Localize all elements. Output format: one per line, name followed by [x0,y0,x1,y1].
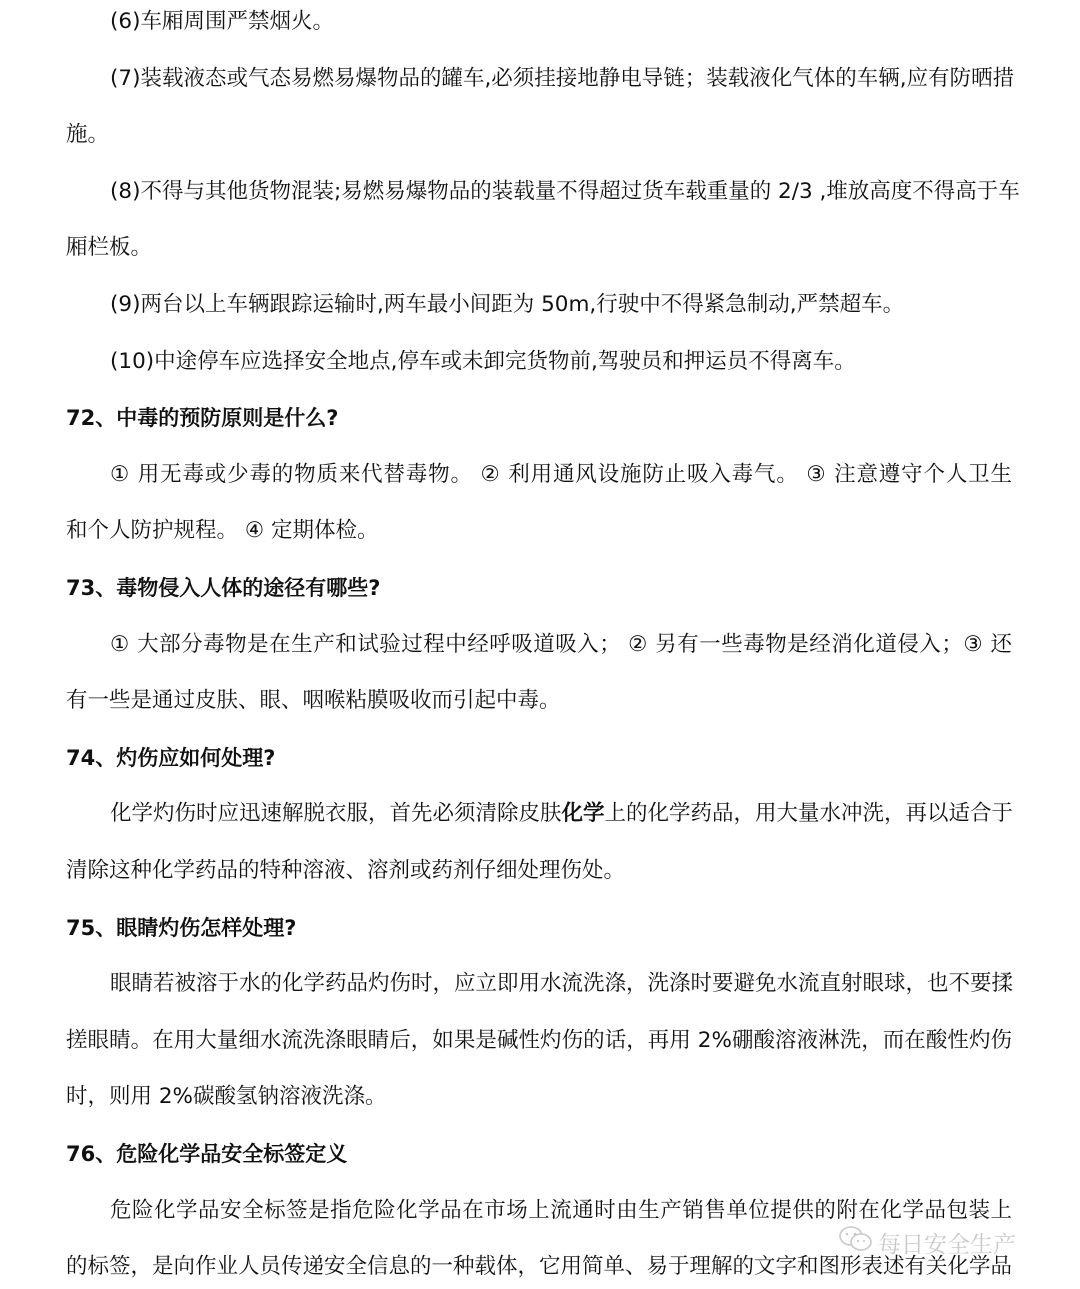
section-heading: 76、危险化学品安全标签定义 [66,1142,348,1166]
watermark [838,1226,1016,1258]
text-line: 清除这种化学药品的特种溶液、溶剂或药剂仔细处理伤处。 [66,858,626,883]
text-line: (9)两台以上车辆跟踪运输时,两车最小间距为 50m,行驶中不得紧急制动,严禁超车。 [110,292,905,317]
section-heading: 72、中毒的预防原则是什么? [66,406,339,431]
text-segment: 上的化学药品，用大量水冲洗，再以适合于 [604,801,1014,827]
text-line: 有一些是通过皮肤、眼、咽喉粘膜吸收而引起中毒。 [66,688,561,714]
text-line: ① 用无毒或少毒的物质来代替毒物。 ② 利用通风设施防止吸入毒气。 ③ 注意遵守个人卫生 [110,461,1012,487]
bold-text: 化学 [561,801,605,827]
text-line: 的标签，是向作业人员传递安全信息的一种载体，它用简单、易于理解的文字和图形表述有关化学品 [66,1254,1013,1280]
text-line: 施。 [66,122,110,148]
text-line: 时，则用 2%碳酸氢钠溶液洗涤。 [66,1084,387,1110]
text-line: 和个人防护规程。 ④ 定期体检。 [66,518,379,544]
text-line: (6)车厢周围严禁烟火。 [110,9,334,34]
text-line: (7)装载液态或气态易燃易爆物品的罐车,必须挂接地静电导链；装载液化气体的车辆,应有防晒措 [110,65,1015,91]
text-line [110,799,1012,829]
text-line: 厢栏板。 [66,235,153,261]
text-line: (10)中途停车应选择安全地点,停车或未卸完货物前,驾驶员和押运员不得离车。 [110,348,856,374]
text-line: 危险化学品安全标签是指危险化学品在市场上流通时由生产销售单位提供的附在化学品包装上 [110,1197,1012,1223]
text-line: 搓眼睛。在用大量细水流洗涤眼睛后，如果是碱性灼伤的话，再用 2%硼酸溶液淋洗，而在酸性灼伤 [66,1027,1012,1053]
section-heading: 75、眼睛灼伤怎样处理? [66,915,297,940]
watermark-text: 每日安全生产 [878,1231,1016,1258]
section-heading: 74、灼伤应如何处理? [66,745,276,770]
wechat-icon [838,1224,874,1260]
text-line: 眼睛若被溶于水的化学药品灼伤时，应立即用水流洗涤，洗涤时要避免水流直射眼球，也不要揉 [110,971,1014,997]
text-line: (8)不得与其他货物混装;易燃易爆物品的装载量不得超过货车载重量的 2/3 ,堆放高度不得高于车 [110,178,1020,204]
text-segment: 化学灼伤时应迅速解脱衣服，首先必须清除皮肤 [110,801,562,827]
text-line: ① 大部分毒物是在生产和试验过程中经呼吸道吸入； ② 另有一些毒物是经消化道侵入；③ 还 [110,631,1012,657]
section-heading: 73、毒物侵入人体的途径有哪些? [66,576,381,600]
